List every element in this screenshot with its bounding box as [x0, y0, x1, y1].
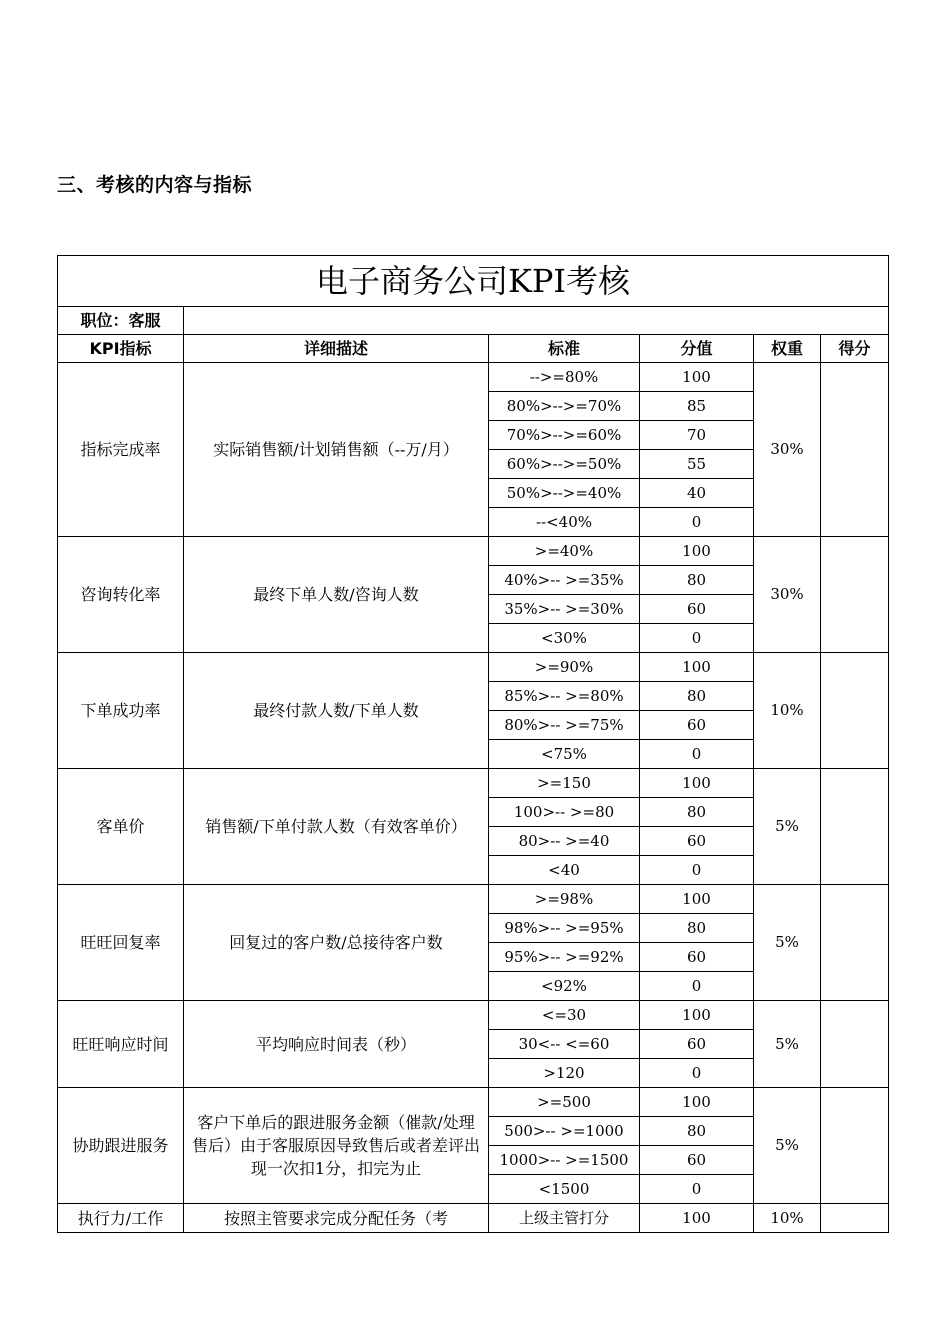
kpi-indicator: 协助跟进服务 [58, 1088, 184, 1204]
kpi-standard: >=98% [489, 885, 640, 914]
kpi-score[interactable] [821, 537, 889, 653]
kpi-standard: 35%>-- >=30% [489, 595, 640, 624]
kpi-indicator: 旺旺响应时间 [58, 1001, 184, 1088]
kpi-value: 0 [640, 624, 754, 653]
kpi-standard: >120 [489, 1059, 640, 1088]
kpi-value: 80 [640, 798, 754, 827]
kpi-weight: 30% [754, 537, 821, 653]
kpi-description: 最终下单人数/咨询人数 [184, 537, 489, 653]
kpi-value: 80 [640, 682, 754, 711]
kpi-value: 85 [640, 392, 754, 421]
kpi-value: 0 [640, 1059, 754, 1088]
table-row [58, 537, 889, 566]
table-row [58, 1204, 889, 1233]
kpi-value: 55 [640, 450, 754, 479]
kpi-weight: 5% [754, 769, 821, 885]
kpi-standard: 50%>-->=40% [489, 479, 640, 508]
kpi-indicator: 下单成功率 [58, 653, 184, 769]
kpi-score[interactable] [821, 1001, 889, 1088]
table-row [58, 885, 889, 914]
kpi-standard: 95%>-- >=92% [489, 943, 640, 972]
header-kpi: KPI指标 [58, 335, 184, 363]
table-row [58, 363, 889, 392]
kpi-standard: 100>-- >=80 [489, 798, 640, 827]
kpi-weight: 10% [754, 1204, 821, 1233]
header-standard: 标准 [489, 335, 640, 363]
kpi-standard: <40 [489, 856, 640, 885]
table-title: 电子商务公司KPI考核 [58, 256, 889, 307]
kpi-value: 100 [640, 769, 754, 798]
kpi-weight: 5% [754, 885, 821, 1001]
kpi-standard: <75% [489, 740, 640, 769]
table-row [58, 1001, 889, 1030]
kpi-weight: 10% [754, 653, 821, 769]
kpi-value: 60 [640, 1146, 754, 1175]
section-heading: 三、考核的内容与指标 [57, 174, 253, 196]
kpi-score[interactable] [821, 653, 889, 769]
kpi-value: 100 [640, 537, 754, 566]
header-row [58, 335, 889, 363]
kpi-standard: <30% [489, 624, 640, 653]
position-value[interactable] [184, 307, 889, 335]
kpi-standard: 98%>-- >=95% [489, 914, 640, 943]
header-score: 得分 [821, 335, 889, 363]
kpi-value: 40 [640, 479, 754, 508]
kpi-indicator: 客单价 [58, 769, 184, 885]
kpi-standard: <92% [489, 972, 640, 1001]
header-weight: 权重 [754, 335, 821, 363]
kpi-score[interactable] [821, 363, 889, 537]
table-row [58, 1088, 889, 1117]
kpi-value: 70 [640, 421, 754, 450]
kpi-standard: 30<-- <=60 [489, 1030, 640, 1059]
kpi-standard: >=500 [489, 1088, 640, 1117]
kpi-value: 0 [640, 740, 754, 769]
kpi-value: 60 [640, 711, 754, 740]
kpi-value: 100 [640, 363, 754, 392]
kpi-weight: 30% [754, 363, 821, 537]
kpi-standard: 85%>-- >=80% [489, 682, 640, 711]
kpi-value: 60 [640, 943, 754, 972]
kpi-standard: 40%>-- >=35% [489, 566, 640, 595]
kpi-value: 0 [640, 1175, 754, 1204]
kpi-standard: 1000>-- >=1500 [489, 1146, 640, 1175]
kpi-standard: >=150 [489, 769, 640, 798]
kpi-value: 100 [640, 653, 754, 682]
kpi-standard: 80>-- >=40 [489, 827, 640, 856]
kpi-value: 100 [640, 1204, 754, 1233]
kpi-standard: 500>-- >=1000 [489, 1117, 640, 1146]
kpi-indicator: 指标完成率 [58, 363, 184, 537]
kpi-value: 0 [640, 972, 754, 1001]
kpi-standard: 70%>-->=60% [489, 421, 640, 450]
kpi-description: 回复过的客户数/总接待客户数 [184, 885, 489, 1001]
kpi-description: 实际销售额/计划销售额（--万/月） [184, 363, 489, 537]
kpi-value: 100 [640, 1001, 754, 1030]
kpi-weight: 5% [754, 1088, 821, 1204]
kpi-score[interactable] [821, 885, 889, 1001]
kpi-value: 0 [640, 508, 754, 537]
kpi-description: 按照主管要求完成分配任务（考 [184, 1204, 489, 1233]
position-label: 职位：客服 [58, 307, 184, 335]
kpi-value: 60 [640, 1030, 754, 1059]
kpi-standard: 60%>-->=50% [489, 450, 640, 479]
kpi-score[interactable] [821, 1204, 889, 1233]
kpi-value: 80 [640, 914, 754, 943]
kpi-standard: --<40% [489, 508, 640, 537]
kpi-value: 0 [640, 856, 754, 885]
kpi-description: 最终付款人数/下单人数 [184, 653, 489, 769]
title-row [58, 256, 889, 307]
position-row [58, 307, 889, 335]
kpi-description: 客户下单后的跟进服务金额（催款/处理售后）由于客服原因导致售后或者差评出现一次扣1分，扣完为止 [184, 1088, 489, 1204]
kpi-standard: >=40% [489, 537, 640, 566]
table-row [58, 769, 889, 798]
kpi-value: 60 [640, 827, 754, 856]
kpi-weight: 5% [754, 1001, 821, 1088]
kpi-standard: <=30 [489, 1001, 640, 1030]
kpi-value: 100 [640, 1088, 754, 1117]
kpi-indicator: 旺旺回复率 [58, 885, 184, 1001]
kpi-standard: 80%>-- >=75% [489, 711, 640, 740]
kpi-table [57, 255, 889, 1233]
kpi-score[interactable] [821, 769, 889, 885]
kpi-score[interactable] [821, 1088, 889, 1204]
header-description: 详细描述 [184, 335, 489, 363]
kpi-standard: 上级主管打分 [489, 1204, 640, 1233]
kpi-standard: 80%>-->=70% [489, 392, 640, 421]
kpi-value: 60 [640, 595, 754, 624]
table-row [58, 653, 889, 682]
kpi-description: 销售额/下单付款人数（有效客单价） [184, 769, 489, 885]
kpi-standard: >=90% [489, 653, 640, 682]
kpi-indicator: 执行力/工作 [58, 1204, 184, 1233]
kpi-value: 100 [640, 885, 754, 914]
kpi-description: 平均响应时间表（秒） [184, 1001, 489, 1088]
kpi-value: 80 [640, 566, 754, 595]
kpi-standard: <1500 [489, 1175, 640, 1204]
kpi-indicator: 咨询转化率 [58, 537, 184, 653]
kpi-value: 80 [640, 1117, 754, 1146]
header-value: 分值 [640, 335, 754, 363]
kpi-standard: -->=80% [489, 363, 640, 392]
